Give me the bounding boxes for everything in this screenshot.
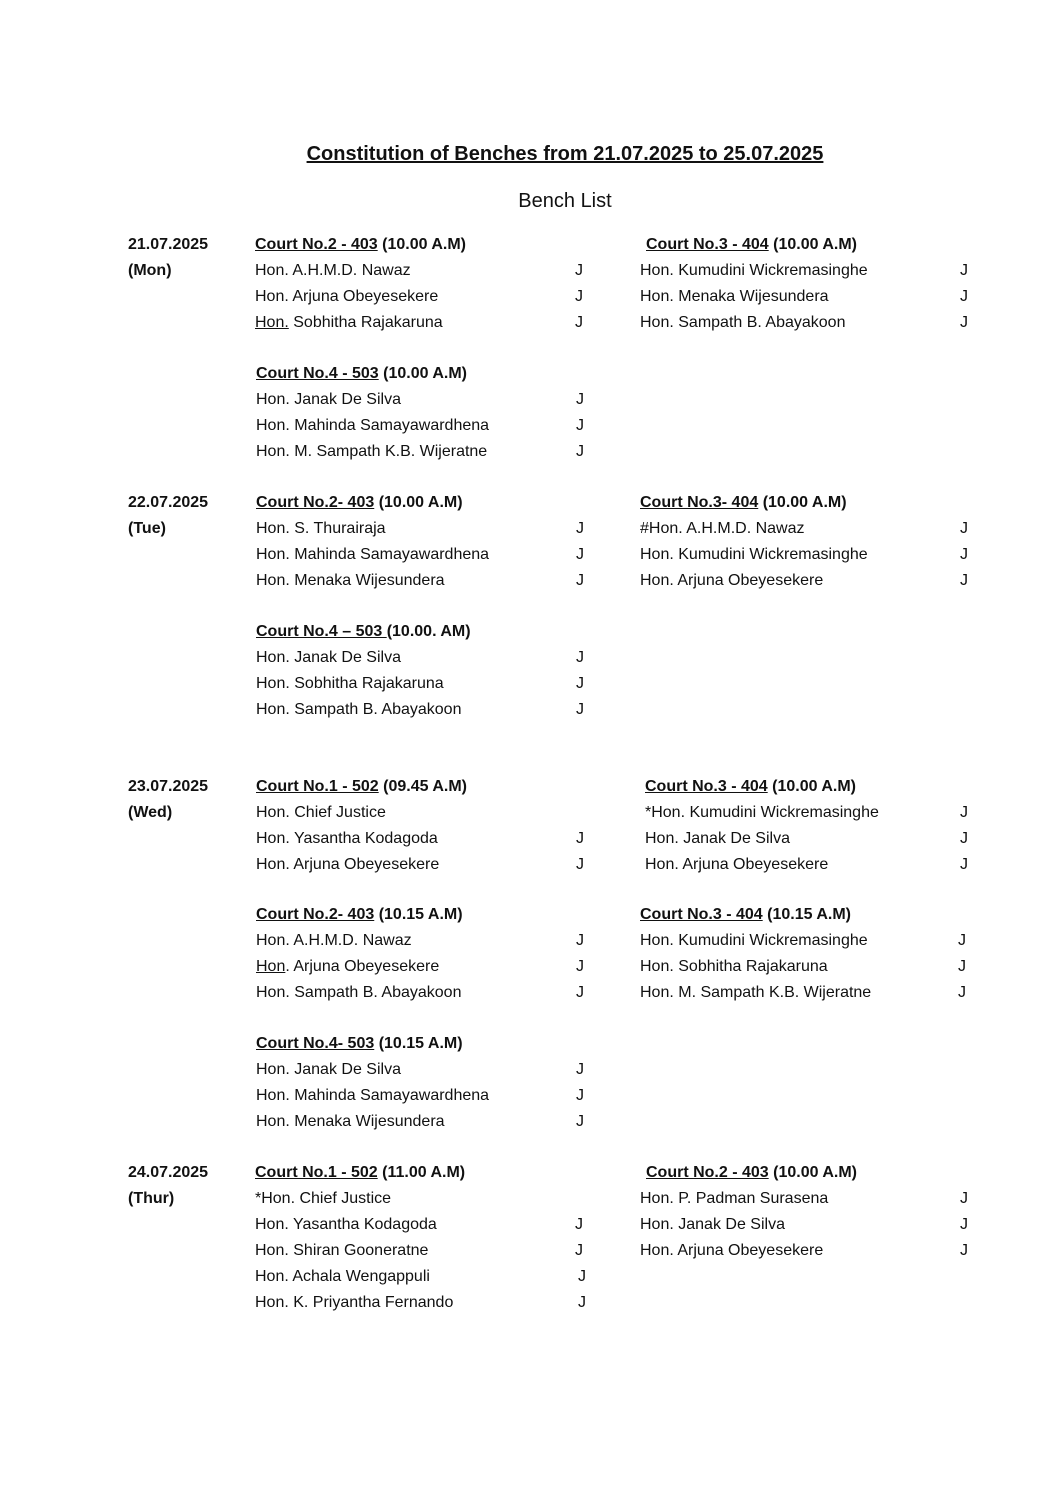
judge-suffix: J: [576, 1061, 584, 1078]
day-date: 21.07.2025: [128, 236, 209, 253]
court-time: (10.15 A.M): [762, 906, 852, 923]
judge-suffix: J: [576, 391, 584, 408]
judge-row: [256, 387, 586, 413]
judge-name: Hon. A.H.M.D. Nawaz: [255, 262, 411, 279]
judge-prefix: Hon.: [255, 314, 289, 331]
day-of-week: (Wed): [128, 804, 173, 821]
judge-suffix: J: [576, 984, 584, 1001]
court-number: Court No.4- 503: [256, 1035, 375, 1052]
judge-suffix: J: [960, 856, 968, 873]
judge-name: Hon. Sampath B. Abayakoon: [640, 314, 846, 331]
court-block: [640, 490, 970, 594]
judge-row: [645, 852, 975, 878]
judge-suffix: J: [575, 262, 583, 279]
court-heading: [645, 774, 975, 800]
judge-name: Hon. Yasantha Kodagoda: [255, 1216, 437, 1233]
judge-row: [640, 258, 970, 284]
judge-name: Hon. Mahinda Samayawardhena: [256, 417, 490, 434]
judge-suffix: J: [576, 417, 584, 434]
judge-row: [645, 826, 975, 852]
court-time: (10.00 A.M): [767, 778, 857, 795]
court-block: [256, 902, 586, 1006]
day-date: 23.07.2025: [128, 778, 209, 795]
court-block: [256, 774, 586, 878]
judge-name: Hon. M. Sampath K.B. Wijeratne: [640, 984, 872, 1001]
judge-suffix: J: [960, 804, 968, 821]
judge-row: [256, 568, 586, 594]
judge-row: [640, 310, 970, 336]
judge-row: [640, 1186, 970, 1212]
day-of-week: (Mon): [128, 262, 172, 279]
judge-row: [640, 568, 970, 594]
judge-name: Hon. Kumudini Wickremasinghe: [640, 262, 868, 279]
judge-name: Hon. Chief Justice: [256, 804, 386, 821]
day-date: 22.07.2025: [128, 494, 209, 511]
judge-name: Hon. Menaka Wijesundera: [640, 288, 829, 305]
court-block: [256, 619, 586, 723]
judge-name: Hon. Sampath B. Abayakoon: [256, 984, 462, 1001]
day-of-week: (Tue): [128, 520, 166, 537]
judge-name: Hon. Mahinda Samayawardhena: [256, 546, 490, 563]
judge-row: [255, 1212, 585, 1238]
judge-name: Hon. K. Priyantha Fernando: [255, 1294, 454, 1311]
judge-name: . Arjuna Obeyesekere: [285, 958, 440, 975]
judge-name: Hon. Janak De Silva: [645, 830, 790, 847]
judge-row: [640, 284, 970, 310]
judge-suffix: J: [960, 1190, 968, 1207]
judge-row: [255, 1264, 585, 1290]
court-block: [640, 1160, 970, 1264]
court-heading: [256, 490, 586, 516]
court-heading: [640, 490, 970, 516]
judge-row: [255, 1238, 585, 1264]
judge-suffix: J: [575, 1216, 583, 1233]
court-heading: [256, 361, 586, 387]
judge-row: [256, 1109, 586, 1135]
court-number: Court No.4 – 503: [256, 623, 387, 640]
judge-name: Sobhitha Rajakaruna: [288, 314, 443, 331]
judge-suffix: J: [958, 958, 966, 975]
judge-suffix: J: [960, 520, 968, 537]
judge-suffix: J: [576, 856, 584, 873]
judge-suffix: J: [960, 314, 968, 331]
court-block: [255, 232, 585, 336]
court-block: [645, 774, 975, 878]
court-time: (10.00 A.M): [377, 236, 467, 253]
court-time: (10.15 A.M): [374, 906, 463, 923]
day-label: [128, 774, 208, 826]
judge-name: Hon. Janak De Silva: [640, 1216, 785, 1233]
court-number: Court No.2- 403: [256, 906, 375, 923]
day-label: [128, 490, 208, 542]
court-heading: [256, 902, 586, 928]
judge-row: [256, 928, 586, 954]
judge-row: [256, 954, 586, 980]
day-label: [128, 1160, 208, 1212]
court-heading: [256, 619, 586, 645]
document-subtitle: Bench List: [518, 190, 612, 212]
court-block: [255, 1160, 585, 1316]
court-time: (10.00. AM): [386, 623, 471, 640]
judge-row: [256, 516, 586, 542]
court-time: (10.00 A.M): [768, 236, 858, 253]
judge-name: Hon. Shiran Gooneratne: [255, 1242, 429, 1259]
judge-suffix: J: [958, 932, 966, 949]
judge-name: Hon. Janak De Silva: [256, 1061, 401, 1078]
court-time: (10.00 A.M): [768, 1164, 858, 1181]
judge-prefix: Hon: [256, 958, 286, 975]
court-number: Court No.3- 404: [640, 494, 759, 511]
court-heading: [255, 232, 585, 258]
judge-suffix: J: [576, 520, 584, 537]
judge-suffix: J: [576, 701, 584, 718]
judge-suffix: J: [576, 649, 584, 666]
day-label: [128, 232, 208, 284]
court-heading: [640, 902, 970, 928]
judge-name: Hon. A.H.M.D. Nawaz: [256, 932, 412, 949]
judge-name: Hon. Sobhitha Rajakaruna: [256, 675, 444, 692]
court-number: Court No.3 - 404: [640, 906, 763, 923]
judge-name: Hon. S. Thurairaja: [256, 520, 386, 537]
court-heading: [640, 232, 970, 258]
judge-row: [256, 645, 586, 671]
day-date: 24.07.2025: [128, 1164, 209, 1181]
judge-row: [640, 928, 970, 954]
court-number: Court No.2 - 403: [255, 236, 378, 253]
court-number: Court No.1 - 502: [255, 1164, 378, 1181]
judge-suffix: J: [575, 314, 583, 331]
judge-row: [645, 800, 975, 826]
court-number: Court No.4 - 503: [256, 365, 379, 382]
judge-name: Hon. Menaka Wijesundera: [256, 1113, 445, 1130]
judge-suffix: J: [576, 932, 584, 949]
court-heading: [256, 774, 586, 800]
judge-name: Hon. Achala Wengappuli: [255, 1268, 430, 1285]
judge-suffix: J: [575, 1242, 583, 1259]
judge-suffix: J: [576, 675, 584, 692]
judge-name: Hon. Arjuna Obeyesekere: [255, 288, 439, 305]
judge-name: Hon. Janak De Silva: [256, 391, 401, 408]
court-heading: [256, 1031, 586, 1057]
court-number: Court No.3 - 404: [646, 236, 769, 253]
judge-row: [255, 284, 585, 310]
judge-name: *Hon. Chief Justice: [255, 1190, 392, 1207]
judge-name: Hon. Arjuna Obeyesekere: [256, 856, 440, 873]
judge-name: Hon. Yasantha Kodagoda: [256, 830, 438, 847]
court-block: [640, 902, 970, 1006]
judge-name: Hon. Arjuna Obeyesekere: [640, 572, 824, 589]
judge-suffix: J: [960, 1242, 968, 1259]
court-time: (09.45 A.M): [378, 778, 468, 795]
court-block: [640, 232, 970, 336]
court-heading: [255, 1160, 585, 1186]
court-block: [256, 361, 586, 465]
judge-name: Hon. Arjuna Obeyesekere: [640, 1242, 824, 1259]
court-number: Court No.2 - 403: [646, 1164, 769, 1181]
judge-suffix: J: [576, 958, 584, 975]
judge-name: Hon. Kumudini Wickremasinghe: [640, 932, 868, 949]
judge-row: [640, 1238, 970, 1264]
judge-row: [256, 1083, 586, 1109]
court-block: [256, 1031, 586, 1135]
judge-name: #Hon. A.H.M.D. Nawaz: [640, 520, 805, 537]
document-title: Constitution of Benches from 21.07.2025 to 25.07.2025: [306, 143, 824, 165]
judge-row: [256, 852, 586, 878]
court-time: (10.00 A.M): [758, 494, 847, 511]
judge-row: [256, 1057, 586, 1083]
judge-row: [255, 1186, 585, 1212]
judge-suffix: J: [960, 288, 968, 305]
judge-row: [256, 800, 586, 826]
judge-name: Hon. M. Sampath K.B. Wijeratne: [256, 443, 488, 460]
judge-suffix: J: [576, 1113, 584, 1130]
judge-suffix: J: [575, 288, 583, 305]
day-of-week: (Thur): [128, 1190, 175, 1207]
judge-row: [640, 954, 970, 980]
judge-suffix: J: [958, 984, 966, 1001]
court-heading: [640, 1160, 970, 1186]
judge-row: [255, 310, 585, 336]
judge-name: Hon. Sobhitha Rajakaruna: [640, 958, 828, 975]
judge-suffix: J: [576, 546, 584, 563]
judge-row: [256, 697, 586, 723]
judge-suffix: J: [578, 1268, 586, 1285]
judge-name: Hon. Menaka Wijesundera: [256, 572, 445, 589]
court-time: (10.00 A.M): [378, 365, 468, 382]
court-time: (11.00 A.M): [377, 1164, 466, 1181]
judge-suffix: J: [576, 572, 584, 589]
judge-row: [256, 826, 586, 852]
judge-name: Hon. Sampath B. Abayakoon: [256, 701, 462, 718]
judge-row: [640, 980, 970, 1006]
judge-suffix: J: [576, 443, 584, 460]
judge-suffix: J: [576, 830, 584, 847]
court-block: [256, 490, 586, 594]
judge-suffix: J: [960, 830, 968, 847]
judge-row: [256, 980, 586, 1006]
judge-suffix: J: [960, 546, 968, 563]
judge-name: Hon. P. Padman Surasena: [640, 1190, 829, 1207]
judge-suffix: J: [960, 572, 968, 589]
court-number: Court No.3 - 404: [645, 778, 768, 795]
court-number: Court No.2- 403: [256, 494, 375, 511]
judge-row: [256, 542, 586, 568]
court-time: (10.00 A.M): [374, 494, 463, 511]
court-time: (10.15 A.M): [374, 1035, 463, 1052]
judge-suffix: J: [960, 1216, 968, 1233]
judge-row: [255, 258, 585, 284]
judge-row: [640, 1212, 970, 1238]
judge-row: [255, 1290, 585, 1316]
judge-row: [640, 542, 970, 568]
judge-name: *Hon. Kumudini Wickremasinghe: [645, 804, 879, 821]
judge-row: [256, 671, 586, 697]
judge-name: Hon. Mahinda Samayawardhena: [256, 1087, 490, 1104]
judge-name: Hon. Janak De Silva: [256, 649, 401, 666]
court-number: Court No.1 - 502: [256, 778, 379, 795]
judge-suffix: J: [576, 1087, 584, 1104]
judge-name: Hon. Kumudini Wickremasinghe: [640, 546, 868, 563]
judge-row: [256, 413, 586, 439]
judge-suffix: J: [578, 1294, 586, 1311]
judge-row: [256, 439, 586, 465]
judge-suffix: J: [960, 262, 968, 279]
judge-row: [640, 516, 970, 542]
judge-name: Hon. Arjuna Obeyesekere: [645, 856, 829, 873]
